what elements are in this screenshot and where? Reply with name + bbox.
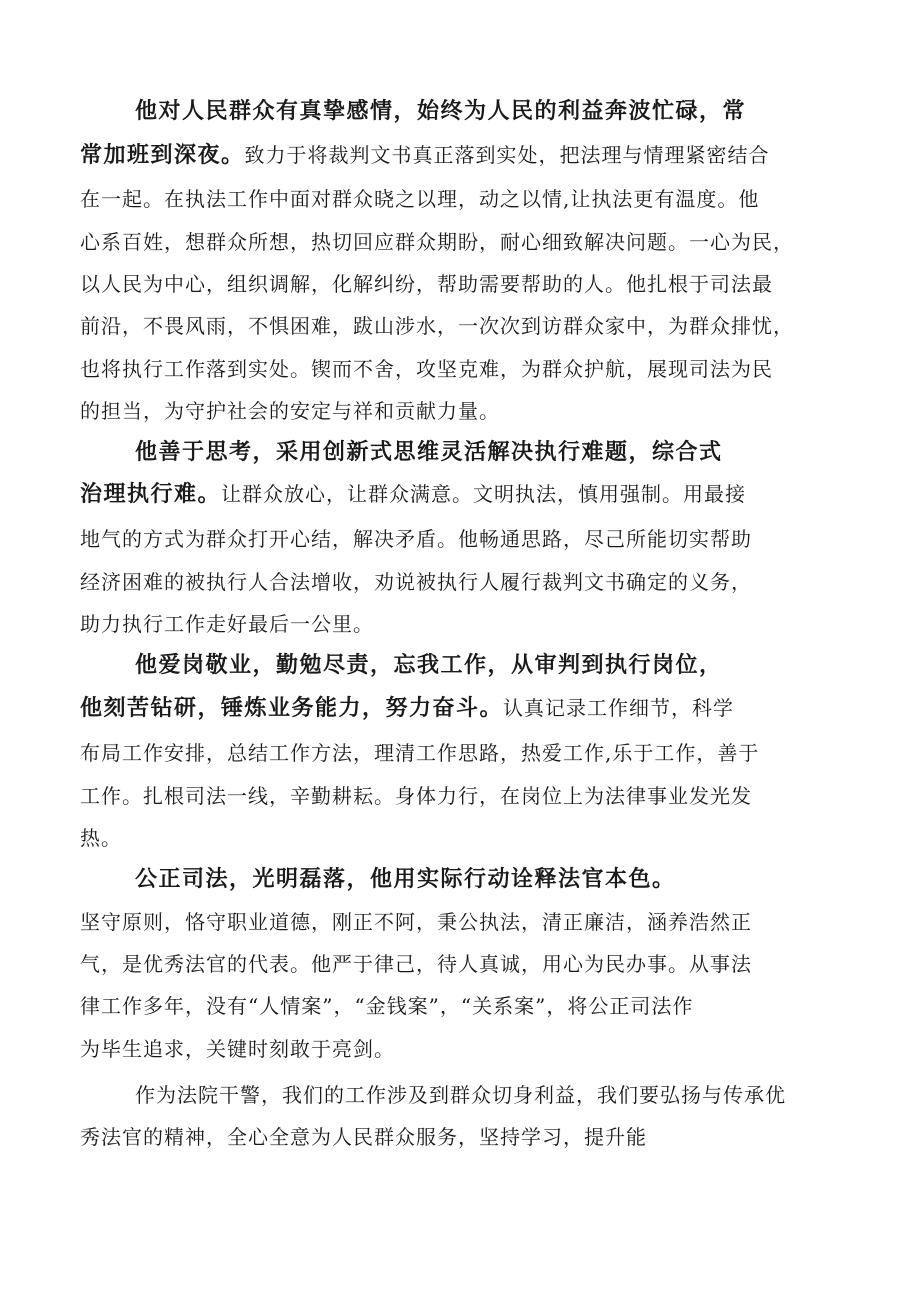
text-run: 的担当，为守护社会的安定与祥和贡献力量。	[80, 399, 500, 423]
text-run: 为毕生追求，关键时刻敢于亮剑。	[80, 1037, 395, 1061]
text-run: 在一起。在执法工作中面对群众晓之以理，动之以情,让执法更有温度。他	[80, 187, 760, 211]
text-run: 工作。扎根司法一线，辛勤耕耘。身体力行，在岗位上为法律事业发光发	[80, 784, 752, 808]
text-run: 作为法院干警，我们的工作涉及到群众切身利益，我们要弘扬与传承优	[135, 1083, 786, 1107]
text-run: 也将执行工作落到实处。锲而不舍，攻坚克难，为群众护航，展现司法为民	[80, 357, 773, 381]
text-run: 治理执行难。	[80, 481, 222, 507]
text-line	[80, 524, 752, 554]
text-line	[80, 269, 773, 299]
text-line	[80, 479, 746, 509]
text-run: 布局工作安排，总结工作方法，理清工作思路，热爱工作,乐于工作，善于	[80, 741, 760, 765]
text-run: 坚守原则，恪守职业道德，刚正不阿，秉公执法，清正廉洁，涵养浩然正	[80, 910, 752, 934]
text-line	[80, 991, 693, 1021]
text-line	[80, 823, 122, 853]
text-line	[80, 1122, 647, 1152]
text-line	[80, 1034, 395, 1064]
text-line	[80, 781, 752, 811]
text-run: 他对人民群众有真挚感情，始终为人民的利益奔波忙碌，常	[135, 98, 747, 124]
text-line	[80, 949, 752, 979]
text-line	[135, 864, 676, 894]
text-run: 以人民为中心，组织调解，化解纠纷，帮助需要帮助的人。他扎根于司法最	[80, 272, 773, 296]
text-run: 常加班到深夜。	[80, 142, 245, 168]
text-run: 秀法官的精神，全心全意为人民群众服务，坚持学习，提升能	[80, 1125, 647, 1149]
text-line	[80, 184, 759, 214]
text-run: 热。	[80, 826, 122, 850]
text-line	[80, 354, 773, 384]
text-line	[80, 693, 734, 723]
text-line	[80, 907, 752, 937]
text-run: 他善于思考，采用创新式思维灵活解决执行难题，综合式	[135, 439, 723, 465]
text-run: 前沿，不畏风雨，不惧困难，跋山涉水，一次次到访群众家中，为群众排忧，	[80, 314, 794, 338]
text-run: 公正司法，光明磊落，他用实际行动诠释法官本色。	[135, 866, 676, 892]
text-run: 他刻苦钻研，锤炼业务能力，努力奋斗。	[80, 695, 504, 721]
text-line	[80, 738, 759, 768]
text-run: 地气的方式为群众打开心结，解决矛盾。他畅通思路，尽己所能切实帮助	[80, 527, 752, 551]
text-run: 经济困难的被执行人合法增收，劝说被执行人履行裁判文书确定的义务，	[80, 570, 752, 594]
text-line	[80, 396, 500, 426]
text-line	[80, 609, 374, 639]
text-run: 心系百姓，想群众所想，热切回应群众期盼，耐心细致解决问题。一心为民，	[80, 230, 794, 254]
text-line	[80, 140, 770, 170]
text-line	[135, 96, 746, 126]
text-run: 气，是优秀法官的代表。他严于律己，待人真诚，用心为民办事。从事法	[80, 952, 752, 976]
text-line	[135, 437, 723, 467]
text-run: 他爱岗敬业，勤勉尽责，忘我工作，从审判到执行岗位，	[135, 652, 723, 678]
text-line	[80, 567, 752, 597]
text-line	[135, 650, 723, 680]
text-run: 致力于将裁判文书真正落到实处，把法理与情理紧密结合	[244, 143, 770, 167]
text-run: 认真记录工作细节，科学	[503, 696, 735, 720]
text-run: 让群众放心，让群众满意。文明执法，慎用强制。用最接	[221, 482, 747, 506]
text-line	[80, 311, 794, 341]
text-run: 律工作多年，没有“人情案”，“金钱案”，“关系案”，将公正司法作	[80, 994, 694, 1018]
text-line	[80, 227, 794, 257]
text-run: 助力执行工作走好最后一公里。	[80, 612, 374, 636]
text-line	[135, 1080, 786, 1110]
